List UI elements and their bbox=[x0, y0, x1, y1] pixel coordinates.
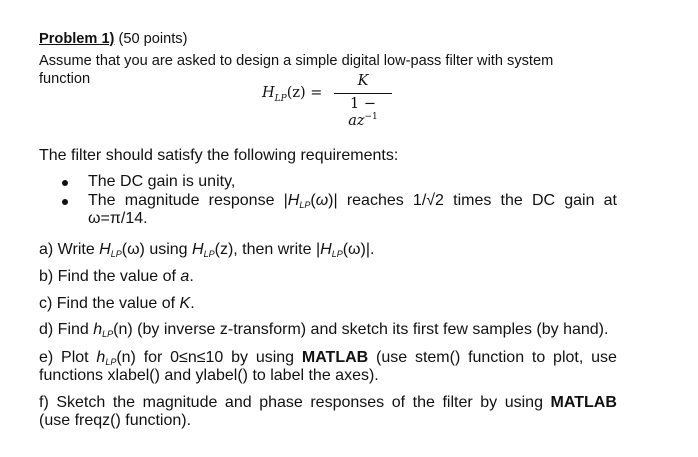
problem-label: Problem 1) bbox=[39, 31, 115, 47]
formula-lhs: $H_{LP}(z)$ = bbox=[262, 85, 323, 104]
transfer-function-formula bbox=[224, 73, 424, 129]
question-e-line-2: functions xlabel() and ylabel() to label the axes). bbox=[39, 367, 379, 384]
bullet-dot-icon bbox=[62, 199, 68, 205]
formula-denominator: $1 - az^{-1}$ bbox=[348, 96, 378, 129]
question-b: b) Find the value of a. bbox=[39, 268, 194, 285]
question-a: a) Write $H_{LP}(\omega)$ using $H_{LP}(z)$, then write $|H_{LP}(\omega)|$. bbox=[39, 241, 375, 259]
intro-line-1: Assume that you are asked to design a simple digital low-pass filter with system bbox=[39, 53, 554, 69]
question-f-line-2: (use freqz() function). bbox=[39, 412, 192, 429]
question-f: f) Sketch the magnitude and phase responses of the filter by using MATLAB (use freqz() function). bbox=[39, 394, 617, 429]
intro-line-2: function bbox=[39, 71, 91, 87]
question-e: e) Plot $h_{LP}(n)$ for 0≤n≤10 by using MATLAB (use stem() function to plot, use functions xlabel() and ylabel() to label the axes). bbox=[39, 349, 617, 384]
requirements-intro: The filter should satisfy the following requirements: bbox=[39, 147, 399, 164]
requirements-list bbox=[60, 173, 617, 228]
formula-numerator: K bbox=[357, 73, 369, 89]
requirement-item: The DC gain is unity, bbox=[60, 173, 617, 191]
question-c: c) Find the value of K. bbox=[39, 295, 195, 312]
problem-heading bbox=[39, 30, 617, 48]
formula-fraction bbox=[334, 73, 392, 129]
bullet-dot-icon bbox=[62, 180, 68, 186]
problem-points: (50 points) bbox=[118, 31, 188, 47]
requirement-item: The magnitude response $|H_{LP}(\omega)|$ reaches 1/√2 times the DC gain at ω=π/14. bbox=[60, 192, 617, 228]
question-d: d) Find $h_{LP}(n)$ (by inverse z-transform) and sketch its first few samples (by hand). bbox=[39, 321, 609, 339]
fraction-bar bbox=[334, 93, 392, 94]
